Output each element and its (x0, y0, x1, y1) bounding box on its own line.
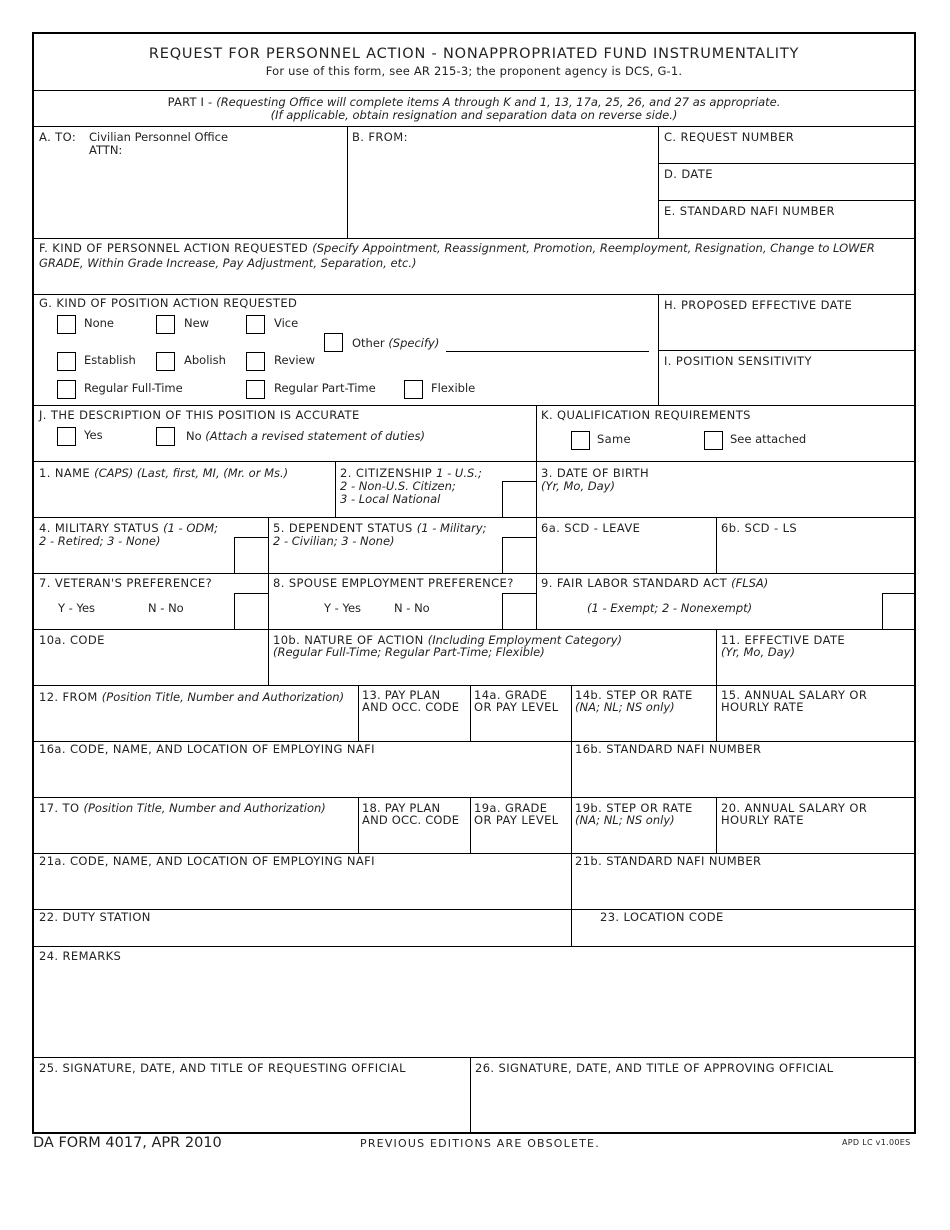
spouse-preference-box[interactable] (502, 593, 537, 630)
item12-label: 12. FROM (Position Title, Number and Authorization) (39, 690, 345, 704)
item19b-line2: (NA; NL; NS only) (575, 813, 675, 827)
item21b-label: 21b. STANDARD NAFI NUMBER (575, 854, 762, 868)
section-a-attn: ATTN: (89, 143, 123, 157)
new-checkbox[interactable] (156, 315, 175, 334)
item5-hint2: 2 - Civilian; 3 - None) (273, 534, 395, 548)
item24-label: 24. REMARKS (39, 949, 122, 963)
item3-label: 3. DATE OF BIRTH (541, 466, 650, 480)
form-subtitle: For use of this form, see AR 215-3; the proponent agency is DCS, G-1. (265, 64, 683, 78)
item8-label: 8. SPOUSE EMPLOYMENT PREFERENCE? (273, 576, 514, 590)
same-label: Same (597, 432, 631, 446)
item6b-label: 6b. SCD - LS (721, 521, 798, 535)
item10b-hint2: (Regular Full-Time; Regular Part-Time; Flexible) (273, 645, 545, 659)
item11-hint: (Yr, Mo, Day) (721, 645, 795, 659)
flexible-label: Flexible (431, 381, 476, 395)
item8-no: N - No (394, 601, 430, 615)
item7-yes: Y - Yes (58, 601, 96, 615)
vice-checkbox[interactable] (246, 315, 265, 334)
item8-yes: Y - Yes (324, 601, 362, 615)
version-code: APD LC v1.00ES (842, 1138, 911, 1147)
item14a-line2: OR PAY LEVEL (474, 700, 559, 714)
form-title: REQUEST FOR PERSONNEL ACTION - NONAPPROPRIATED FUND INSTRUMENTALITY (148, 46, 800, 62)
item2-hint2: 2 - Non-U.S. Citizen; (340, 479, 456, 493)
obsolete-notice: PREVIOUS EDITIONS ARE OBSOLETE. (360, 1137, 600, 1150)
item9-label: 9. FAIR LABOR STANDARD ACT (FLSA) (541, 576, 769, 590)
item17-label: 17. TO (Position Title, Number and Authorization) (39, 801, 326, 815)
item4-hint2: 2 - Retired; 3 - None) (39, 534, 161, 548)
section-f-hint: GRADE, Within Grade Increase, Pay Adjustment, Separation, etc.) (39, 256, 417, 270)
item19b-line1: 19b. STEP OR RATE (575, 801, 693, 815)
item10a-label: 10a. CODE (39, 633, 105, 647)
item19a-line2: OR PAY LEVEL (474, 813, 559, 827)
same-checkbox[interactable] (571, 431, 590, 450)
item18-line1: 18. PAY PLAN (362, 801, 441, 815)
item14a-line1: 14a. GRADE (474, 688, 548, 702)
establish-checkbox[interactable] (57, 352, 76, 371)
section-d-label: D. DATE (664, 167, 713, 181)
regular-full-time-label: Regular Full-Time (84, 381, 183, 395)
other-label: Other (Specify) (352, 336, 440, 350)
citizenship-code-box[interactable] (502, 481, 537, 518)
other-specify-line[interactable] (446, 351, 649, 352)
part1-line2: (If applicable, obtain resignation and separation data on reverse side.) (270, 108, 678, 122)
divider (34, 126, 914, 127)
section-g-label: G. KIND OF POSITION ACTION REQUESTED (39, 296, 298, 310)
item5-label: 5. DEPENDENT STATUS (1 - Military; (273, 521, 487, 535)
none-checkbox[interactable] (57, 315, 76, 334)
regular-part-time-checkbox[interactable] (246, 380, 265, 399)
item13-line2: AND OCC. CODE (362, 700, 460, 714)
review-checkbox[interactable] (246, 352, 265, 371)
item14b-line2: (NA; NL; NS only) (575, 700, 675, 714)
item13-line1: 13. PAY PLAN (362, 688, 441, 702)
review-label: Review (274, 353, 316, 367)
item18-line2: AND OCC. CODE (362, 813, 460, 827)
flexible-checkbox[interactable] (404, 380, 423, 399)
section-k-label: K. QUALIFICATION REQUIREMENTS (541, 408, 751, 422)
item23-label: 23. LOCATION CODE (600, 910, 724, 924)
establish-label: Establish (84, 353, 136, 367)
form-id: DA FORM 4017, APR 2010 (33, 1135, 222, 1151)
item25-label: 25. SIGNATURE, DATE, AND TITLE OF REQUESTING OFFICIAL (39, 1061, 406, 1075)
yes-checkbox[interactable] (57, 427, 76, 446)
item15-line2: HOURLY RATE (721, 700, 804, 714)
military-status-box[interactable] (234, 537, 269, 574)
other-checkbox[interactable] (324, 333, 343, 352)
item7-label: 7. VETERAN'S PREFERENCE? (39, 576, 213, 590)
item22-label: 22. DUTY STATION (39, 910, 151, 924)
section-f-label: F. KIND OF PERSONNEL ACTION REQUESTED (Specify Appointment, Reassignment, Promotion, Reemployment, Resignation, Change to LOWER (39, 241, 875, 255)
section-h-label: H. PROPOSED EFFECTIVE DATE (664, 298, 853, 312)
item20-line2: HOURLY RATE (721, 813, 804, 827)
abolish-checkbox[interactable] (156, 352, 175, 371)
item9-options: (1 - Exempt; 2 - Nonexempt) (587, 601, 753, 615)
item19a-line1: 19a. GRADE (474, 801, 548, 815)
item16b-label: 16b. STANDARD NAFI NUMBER (575, 742, 762, 756)
section-j-label: J. THE DESCRIPTION OF THIS POSITION IS ACCURATE (39, 408, 360, 422)
section-e-label: E. STANDARD NAFI NUMBER (664, 204, 835, 218)
item6a-label: 6a. SCD - LEAVE (541, 521, 641, 535)
section-i-label: I. POSITION SENSITIVITY (664, 354, 812, 368)
new-label: New (184, 316, 210, 330)
item26-label: 26. SIGNATURE, DATE, AND TITLE OF APPROVING OFFICIAL (475, 1061, 834, 1075)
section-c-label: C. REQUEST NUMBER (664, 130, 795, 144)
item7-no: N - No (148, 601, 184, 615)
no-label: No (Attach a revised statement of duties) (186, 429, 425, 443)
item21a-label: 21a. CODE, NAME, AND LOCATION OF EMPLOYING NAFI (39, 854, 375, 868)
dependent-status-box[interactable] (502, 537, 537, 574)
item3-hint: (Yr, Mo, Day) (541, 479, 615, 493)
see-attached-checkbox[interactable] (704, 431, 723, 450)
vice-label: Vice (274, 316, 299, 330)
regular-part-time-label: Regular Part-Time (274, 381, 376, 395)
item16a-label: 16a. CODE, NAME, AND LOCATION OF EMPLOYING NAFI (39, 742, 375, 756)
no-checkbox[interactable] (156, 427, 175, 446)
item20-line1: 20. ANNUAL SALARY OR (721, 801, 868, 815)
item10b-label: 10b. NATURE OF ACTION (Including Employment Category) (273, 633, 622, 647)
remarks-area[interactable] (34, 966, 914, 1056)
regular-full-time-checkbox[interactable] (57, 380, 76, 399)
abolish-label: Abolish (184, 353, 226, 367)
item14b-line1: 14b. STEP OR RATE (575, 688, 693, 702)
yes-label: Yes (84, 428, 103, 442)
item2-hint3: 3 - Local National (340, 492, 441, 506)
item11-label: 11. EFFECTIVE DATE (721, 633, 846, 647)
see-attached-label: See attached (730, 432, 807, 446)
flsa-box[interactable] (882, 593, 916, 630)
part1-line1: PART I - (Requesting Office will complete items A through K and 1, 13, 17a, 25, 26, and 27 as appropriate. (167, 95, 781, 109)
item4-label: 4. MILITARY STATUS (1 - ODM; (39, 521, 219, 535)
item1-label: 1. NAME (CAPS) (Last, first, MI, (Mr. or Ms.) (39, 466, 289, 480)
section-a-label: A. TO: (39, 130, 77, 144)
section-a-value: Civilian Personnel Office (89, 130, 229, 144)
personnel-action-form (32, 32, 916, 1134)
veterans-preference-box[interactable] (234, 593, 269, 630)
divider (34, 90, 914, 91)
section-b-label: B. FROM: (352, 130, 408, 144)
item15-line1: 15. ANNUAL SALARY OR (721, 688, 868, 702)
none-label: None (84, 316, 115, 330)
item2-label: 2. CITIZENSHIP 1 - U.S.; (340, 466, 482, 480)
